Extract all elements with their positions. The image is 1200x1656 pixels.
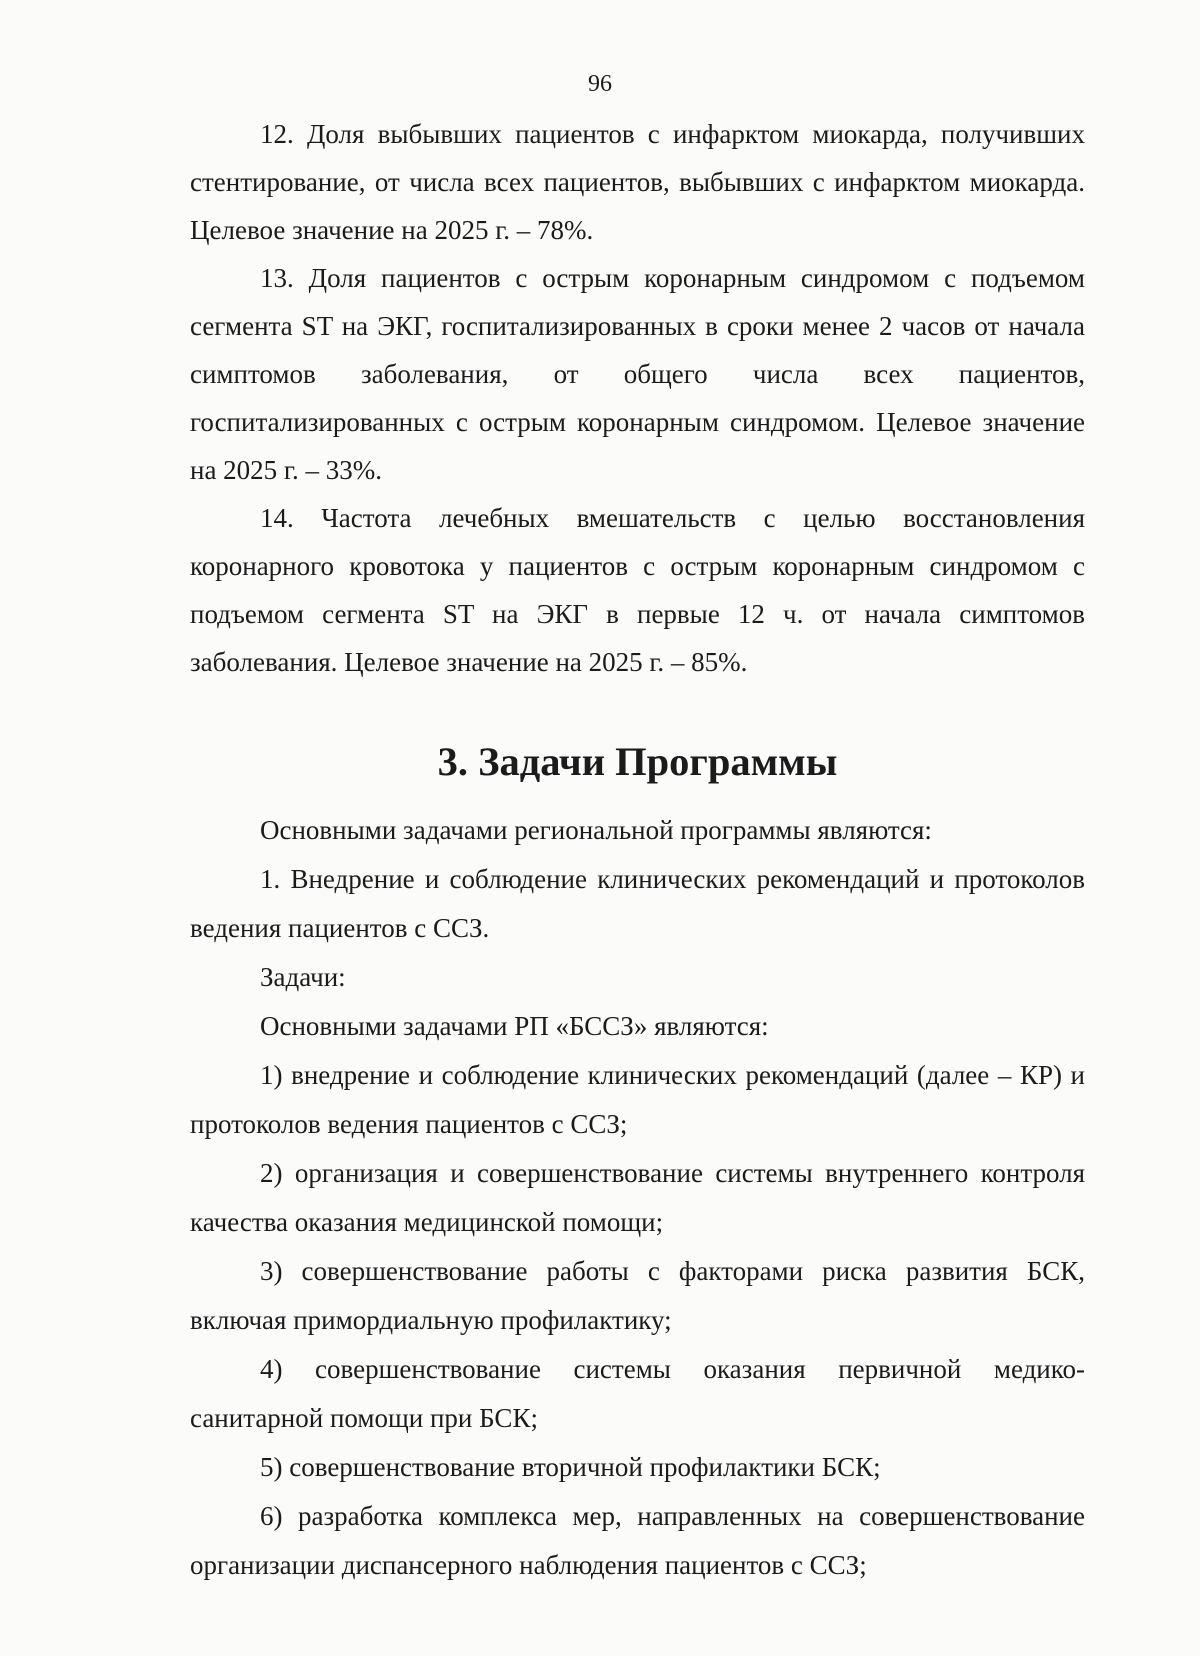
section-heading: 3. Задачи Программы [437,739,838,784]
indicator-12: 12. Доля выбывших пациентов с инфарктом миокарда, получивших стентирование, от числа всех пациентов, выбывших с инфарктом миокарда. Целевое значение на 2025 г. – 78%. [190,119,1085,245]
task-item-3: 3) совершенствование работы с факторами риска развития БСК, включая примордиальную профилактику; [190,1256,1085,1335]
task-item-1: 1) внедрение и соблюдение клинических рекомендаций (далее – КР) и протоколов ведения пациентов с ССЗ; [190,1060,1085,1139]
task-item-6: 6) разработка комплекса мер, направленных на совершенствование организации диспансерного наблюдения пациентов с ССЗ; [190,1501,1085,1580]
section-body [190,806,1085,1590]
tasks-label: Задачи: [260,962,346,992]
indicator-13: 13. Доля пациентов с острым коронарным синдромом с подъемом сегмента ST на ЭКГ, госпитализированных в сроки менее 2 часов от начала симптомов заболевания, от общего числа всех пациентов, госпитализированных с острым коронарным синдромом. Целевое значение на 2025 г. – 33%. [190,263,1085,485]
indicator-14: 14. Частота лечебных вмешательств с целью восстановления коронарного кровотока у пациентов с острым коронарным синдромом с подъемом сегмента ST на ЭКГ в первые 12 ч. от начала симптомов заболевания. Целевое значение на 2025 г. – 85%. [190,503,1085,677]
page-number: 96 [588,71,612,97]
task-item-2: 2) организация и совершенствование системы внутреннего контроля качества оказания медицинской помощи; [190,1158,1085,1237]
section-item-1: 1. Внедрение и соблюдение клинических рекомендаций и протоколов ведения пациентов с ССЗ. [190,864,1085,943]
document-body [190,110,1085,1590]
tasks-intro: Основными задачами РП «БССЗ» являются: [260,1011,769,1041]
section-intro: Основными задачами региональной программы являются: [260,815,932,845]
task-item-5: 5) совершенствование вторичной профилактики БСК; [260,1452,881,1482]
task-item-4: 4) совершенствование системы оказания первичной медико-санитарной помощи при БСК; [190,1354,1085,1433]
